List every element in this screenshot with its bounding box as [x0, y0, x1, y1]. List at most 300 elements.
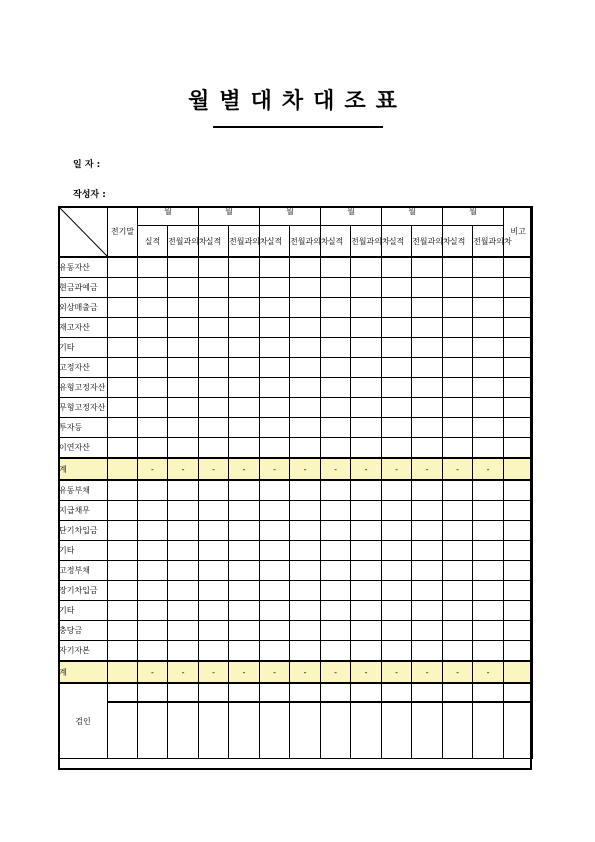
data-cell[interactable] [351, 298, 382, 318]
data-cell[interactable] [138, 641, 168, 662]
data-cell[interactable] [473, 601, 504, 621]
data-cell[interactable] [351, 641, 382, 662]
data-cell[interactable] [108, 257, 138, 278]
data-cell[interactable] [473, 278, 504, 298]
data-cell[interactable] [290, 338, 321, 358]
signature-cell[interactable] [382, 702, 412, 759]
approval-cell[interactable] [412, 683, 443, 702]
data-cell[interactable] [199, 480, 229, 501]
signature-cell[interactable] [229, 702, 260, 759]
data-cell[interactable] [382, 358, 412, 378]
data-cell[interactable] [229, 601, 260, 621]
data-cell[interactable] [199, 298, 229, 318]
data-cell[interactable] [473, 358, 504, 378]
data-cell[interactable] [260, 561, 290, 581]
data-cell[interactable] [351, 581, 382, 601]
data-cell[interactable] [382, 601, 412, 621]
data-cell[interactable] [108, 561, 138, 581]
data-cell[interactable] [168, 480, 199, 501]
data-cell[interactable] [473, 561, 504, 581]
data-cell[interactable] [168, 298, 199, 318]
data-cell[interactable] [382, 541, 412, 561]
data-cell[interactable] [199, 318, 229, 338]
data-cell[interactable] [229, 561, 260, 581]
total-cell[interactable]: - [473, 661, 504, 683]
signature-cell[interactable] [351, 702, 382, 759]
data-cell[interactable] [443, 378, 473, 398]
data-cell[interactable] [199, 438, 229, 459]
data-cell[interactable] [199, 621, 229, 641]
data-cell[interactable] [168, 438, 199, 459]
data-cell[interactable] [108, 358, 138, 378]
data-cell[interactable] [168, 358, 199, 378]
total-cell[interactable]: - [260, 458, 290, 480]
data-cell[interactable] [412, 418, 443, 438]
data-cell[interactable] [138, 541, 168, 561]
data-cell[interactable] [351, 561, 382, 581]
data-cell[interactable] [443, 438, 473, 459]
data-cell[interactable] [473, 541, 504, 561]
total-cell[interactable]: - [290, 661, 321, 683]
data-cell[interactable] [108, 541, 138, 561]
data-cell[interactable] [504, 521, 533, 541]
data-cell[interactable] [351, 501, 382, 521]
data-cell[interactable] [138, 581, 168, 601]
data-cell[interactable] [260, 641, 290, 662]
data-cell[interactable] [168, 501, 199, 521]
data-cell[interactable] [382, 398, 412, 418]
data-cell[interactable] [108, 521, 138, 541]
signature-cell[interactable] [138, 702, 168, 759]
total-cell[interactable]: - [443, 661, 473, 683]
total-cell[interactable]: - [229, 458, 260, 480]
data-cell[interactable] [412, 480, 443, 501]
data-cell[interactable] [199, 521, 229, 541]
data-cell[interactable] [138, 338, 168, 358]
total-cell[interactable]: - [382, 458, 412, 480]
month-header[interactable]: 월 [382, 207, 443, 226]
data-cell[interactable] [108, 298, 138, 318]
data-cell[interactable] [351, 438, 382, 459]
data-cell[interactable] [382, 318, 412, 338]
data-cell[interactable] [199, 501, 229, 521]
data-cell[interactable] [504, 501, 533, 521]
data-cell[interactable] [108, 621, 138, 641]
approval-cell[interactable] [168, 683, 199, 702]
data-cell[interactable] [473, 418, 504, 438]
total-cell[interactable]: - [168, 458, 199, 480]
data-cell[interactable] [473, 581, 504, 601]
total-cell[interactable]: - [229, 661, 260, 683]
data-cell[interactable] [443, 318, 473, 338]
month-header[interactable]: 월 [138, 207, 199, 226]
total-cell[interactable]: - [351, 458, 382, 480]
data-cell[interactable] [168, 561, 199, 581]
data-cell[interactable] [351, 398, 382, 418]
data-cell[interactable] [504, 621, 533, 641]
data-cell[interactable] [473, 438, 504, 459]
total-cell[interactable]: - [199, 661, 229, 683]
data-cell[interactable] [443, 398, 473, 418]
data-cell[interactable] [229, 278, 260, 298]
data-cell[interactable] [412, 398, 443, 418]
data-cell[interactable] [321, 480, 351, 501]
data-cell[interactable] [321, 621, 351, 641]
data-cell[interactable] [382, 521, 412, 541]
data-cell[interactable] [382, 298, 412, 318]
data-cell[interactable] [199, 378, 229, 398]
signature-cell[interactable] [290, 702, 321, 759]
data-cell[interactable] [412, 318, 443, 338]
data-cell[interactable] [138, 278, 168, 298]
data-cell[interactable] [351, 278, 382, 298]
data-cell[interactable] [199, 338, 229, 358]
data-cell[interactable] [168, 398, 199, 418]
data-cell[interactable] [351, 521, 382, 541]
data-cell[interactable] [351, 378, 382, 398]
data-cell[interactable] [382, 418, 412, 438]
data-cell[interactable] [199, 581, 229, 601]
data-cell[interactable] [382, 438, 412, 459]
data-cell[interactable] [321, 581, 351, 601]
total-cell[interactable]: - [382, 661, 412, 683]
data-cell[interactable] [168, 541, 199, 561]
data-cell[interactable] [443, 641, 473, 662]
data-cell[interactable] [229, 438, 260, 459]
signature-cell[interactable] [168, 702, 199, 759]
data-cell[interactable] [168, 278, 199, 298]
author-field[interactable] [73, 187, 111, 200]
approval-cell[interactable] [321, 683, 351, 702]
data-cell[interactable] [473, 641, 504, 662]
data-cell[interactable] [260, 581, 290, 601]
data-cell[interactable] [260, 358, 290, 378]
data-cell[interactable] [321, 298, 351, 318]
signature-cell[interactable] [504, 702, 533, 759]
data-cell[interactable] [290, 298, 321, 318]
total-cell[interactable]: - [443, 458, 473, 480]
data-cell[interactable] [138, 621, 168, 641]
data-cell[interactable] [108, 378, 138, 398]
data-cell[interactable] [382, 621, 412, 641]
data-cell[interactable] [260, 257, 290, 278]
total-cell[interactable]: - [351, 661, 382, 683]
data-cell[interactable] [108, 501, 138, 521]
data-cell[interactable] [443, 358, 473, 378]
data-cell[interactable] [290, 561, 321, 581]
data-cell[interactable] [138, 501, 168, 521]
data-cell[interactable] [351, 338, 382, 358]
data-cell[interactable] [504, 418, 533, 438]
data-cell[interactable] [504, 438, 533, 459]
data-cell[interactable] [168, 318, 199, 338]
data-cell[interactable] [321, 418, 351, 438]
approval-cell[interactable] [443, 683, 473, 702]
data-cell[interactable] [108, 581, 138, 601]
approval-cell[interactable] [260, 683, 290, 702]
data-cell[interactable] [504, 641, 533, 662]
total-cell[interactable]: - [260, 661, 290, 683]
data-cell[interactable] [138, 480, 168, 501]
month-header[interactable]: 월 [199, 207, 260, 226]
data-cell[interactable] [290, 541, 321, 561]
data-cell[interactable] [473, 338, 504, 358]
data-cell[interactable] [443, 418, 473, 438]
total-cell[interactable]: - [138, 458, 168, 480]
data-cell[interactable] [321, 521, 351, 541]
data-cell[interactable] [504, 601, 533, 621]
data-cell[interactable] [199, 418, 229, 438]
data-cell[interactable] [443, 561, 473, 581]
total-cell[interactable]: - [290, 458, 321, 480]
data-cell[interactable] [473, 318, 504, 338]
data-cell[interactable] [138, 418, 168, 438]
data-cell[interactable] [321, 378, 351, 398]
data-cell[interactable] [260, 521, 290, 541]
data-cell[interactable] [290, 398, 321, 418]
data-cell[interactable] [290, 480, 321, 501]
data-cell[interactable] [321, 601, 351, 621]
data-cell[interactable] [504, 480, 533, 501]
data-cell[interactable] [168, 621, 199, 641]
data-cell[interactable] [260, 438, 290, 459]
data-cell[interactable] [199, 358, 229, 378]
total-cell[interactable]: - [168, 661, 199, 683]
data-cell[interactable] [412, 641, 443, 662]
total-cell[interactable]: - [412, 661, 443, 683]
data-cell[interactable] [473, 501, 504, 521]
data-cell[interactable] [138, 398, 168, 418]
data-cell[interactable] [412, 438, 443, 459]
data-cell[interactable] [321, 398, 351, 418]
data-cell[interactable] [473, 621, 504, 641]
data-cell[interactable] [412, 541, 443, 561]
data-cell[interactable] [138, 561, 168, 581]
total-cell[interactable] [504, 661, 533, 683]
data-cell[interactable] [108, 398, 138, 418]
data-cell[interactable] [138, 601, 168, 621]
approval-cell[interactable] [229, 683, 260, 702]
data-cell[interactable] [290, 521, 321, 541]
total-cell[interactable] [108, 661, 138, 683]
data-cell[interactable] [351, 418, 382, 438]
data-cell[interactable] [412, 501, 443, 521]
data-cell[interactable] [290, 621, 321, 641]
data-cell[interactable] [199, 601, 229, 621]
data-cell[interactable] [138, 298, 168, 318]
approval-cell[interactable] [199, 683, 229, 702]
signature-cell[interactable] [321, 702, 351, 759]
data-cell[interactable] [260, 541, 290, 561]
month-header[interactable]: 월 [443, 207, 504, 226]
data-cell[interactable] [168, 641, 199, 662]
data-cell[interactable] [108, 480, 138, 501]
data-cell[interactable] [412, 521, 443, 541]
data-cell[interactable] [382, 278, 412, 298]
data-cell[interactable] [229, 501, 260, 521]
data-cell[interactable] [260, 318, 290, 338]
data-cell[interactable] [199, 398, 229, 418]
data-cell[interactable] [504, 358, 533, 378]
data-cell[interactable] [260, 480, 290, 501]
total-cell[interactable] [108, 458, 138, 480]
data-cell[interactable] [412, 621, 443, 641]
data-cell[interactable] [473, 378, 504, 398]
data-cell[interactable] [290, 418, 321, 438]
data-cell[interactable] [168, 601, 199, 621]
data-cell[interactable] [351, 621, 382, 641]
data-cell[interactable] [321, 641, 351, 662]
data-cell[interactable] [443, 581, 473, 601]
data-cell[interactable] [504, 581, 533, 601]
data-cell[interactable] [108, 418, 138, 438]
approval-cell[interactable] [290, 683, 321, 702]
data-cell[interactable] [229, 358, 260, 378]
data-cell[interactable] [382, 581, 412, 601]
approval-cell[interactable] [473, 683, 504, 702]
data-cell[interactable] [229, 298, 260, 318]
data-cell[interactable] [260, 378, 290, 398]
data-cell[interactable] [443, 601, 473, 621]
signature-cell[interactable] [260, 702, 290, 759]
data-cell[interactable] [108, 318, 138, 338]
data-cell[interactable] [290, 278, 321, 298]
data-cell[interactable] [138, 378, 168, 398]
data-cell[interactable] [504, 298, 533, 318]
data-cell[interactable] [260, 298, 290, 318]
data-cell[interactable] [382, 641, 412, 662]
total-cell[interactable]: - [473, 458, 504, 480]
data-cell[interactable] [412, 257, 443, 278]
data-cell[interactable] [504, 338, 533, 358]
data-cell[interactable] [199, 541, 229, 561]
total-cell[interactable]: - [321, 458, 351, 480]
data-cell[interactable] [229, 641, 260, 662]
data-cell[interactable] [382, 561, 412, 581]
data-cell[interactable] [412, 378, 443, 398]
data-cell[interactable] [168, 418, 199, 438]
approval-cell[interactable] [504, 683, 533, 702]
data-cell[interactable] [138, 257, 168, 278]
data-cell[interactable] [443, 278, 473, 298]
data-cell[interactable] [443, 621, 473, 641]
data-cell[interactable] [168, 257, 199, 278]
month-header[interactable]: 월 [321, 207, 382, 226]
data-cell[interactable] [290, 257, 321, 278]
data-cell[interactable] [260, 398, 290, 418]
data-cell[interactable] [351, 358, 382, 378]
data-cell[interactable] [108, 641, 138, 662]
data-cell[interactable] [138, 318, 168, 338]
data-cell[interactable] [504, 398, 533, 418]
approval-cell[interactable] [108, 683, 138, 702]
data-cell[interactable] [229, 378, 260, 398]
data-cell[interactable] [321, 338, 351, 358]
data-cell[interactable] [290, 358, 321, 378]
data-cell[interactable] [321, 541, 351, 561]
data-cell[interactable] [290, 601, 321, 621]
data-cell[interactable] [260, 338, 290, 358]
data-cell[interactable] [412, 358, 443, 378]
data-cell[interactable] [229, 581, 260, 601]
data-cell[interactable] [229, 257, 260, 278]
month-header[interactable]: 월 [260, 207, 321, 226]
signature-cell[interactable] [443, 702, 473, 759]
data-cell[interactable] [168, 338, 199, 358]
signature-cell[interactable] [199, 702, 229, 759]
data-cell[interactable] [108, 338, 138, 358]
data-cell[interactable] [199, 561, 229, 581]
data-cell[interactable] [382, 257, 412, 278]
total-cell[interactable] [504, 458, 533, 480]
data-cell[interactable] [108, 601, 138, 621]
total-cell[interactable]: - [412, 458, 443, 480]
data-cell[interactable] [412, 278, 443, 298]
data-cell[interactable] [504, 257, 533, 278]
data-cell[interactable] [229, 521, 260, 541]
data-cell[interactable] [290, 318, 321, 338]
data-cell[interactable] [443, 480, 473, 501]
data-cell[interactable] [290, 438, 321, 459]
data-cell[interactable] [473, 257, 504, 278]
data-cell[interactable] [138, 438, 168, 459]
data-cell[interactable] [321, 438, 351, 459]
data-cell[interactable] [321, 501, 351, 521]
data-cell[interactable] [473, 398, 504, 418]
data-cell[interactable] [229, 621, 260, 641]
data-cell[interactable] [412, 298, 443, 318]
data-cell[interactable] [199, 278, 229, 298]
data-cell[interactable] [504, 541, 533, 561]
data-cell[interactable] [504, 378, 533, 398]
data-cell[interactable] [260, 601, 290, 621]
data-cell[interactable] [351, 480, 382, 501]
data-cell[interactable] [260, 418, 290, 438]
data-cell[interactable] [412, 561, 443, 581]
data-cell[interactable] [138, 358, 168, 378]
data-cell[interactable] [108, 438, 138, 459]
data-cell[interactable] [504, 561, 533, 581]
data-cell[interactable] [199, 641, 229, 662]
data-cell[interactable] [260, 501, 290, 521]
data-cell[interactable] [229, 318, 260, 338]
data-cell[interactable] [199, 257, 229, 278]
total-cell[interactable]: - [138, 661, 168, 683]
approval-cell[interactable] [138, 683, 168, 702]
approval-cell[interactable] [382, 683, 412, 702]
data-cell[interactable] [321, 358, 351, 378]
data-cell[interactable] [229, 480, 260, 501]
data-cell[interactable] [412, 338, 443, 358]
data-cell[interactable] [321, 561, 351, 581]
date-field[interactable] [73, 157, 111, 170]
data-cell[interactable] [290, 641, 321, 662]
data-cell[interactable] [443, 338, 473, 358]
data-cell[interactable] [321, 278, 351, 298]
data-cell[interactable] [168, 378, 199, 398]
data-cell[interactable] [229, 418, 260, 438]
data-cell[interactable] [229, 541, 260, 561]
data-cell[interactable] [412, 601, 443, 621]
data-cell[interactable] [382, 378, 412, 398]
data-cell[interactable] [443, 541, 473, 561]
data-cell[interactable] [290, 378, 321, 398]
data-cell[interactable] [290, 581, 321, 601]
data-cell[interactable] [504, 278, 533, 298]
total-cell[interactable]: - [321, 661, 351, 683]
data-cell[interactable] [260, 278, 290, 298]
data-cell[interactable] [351, 257, 382, 278]
